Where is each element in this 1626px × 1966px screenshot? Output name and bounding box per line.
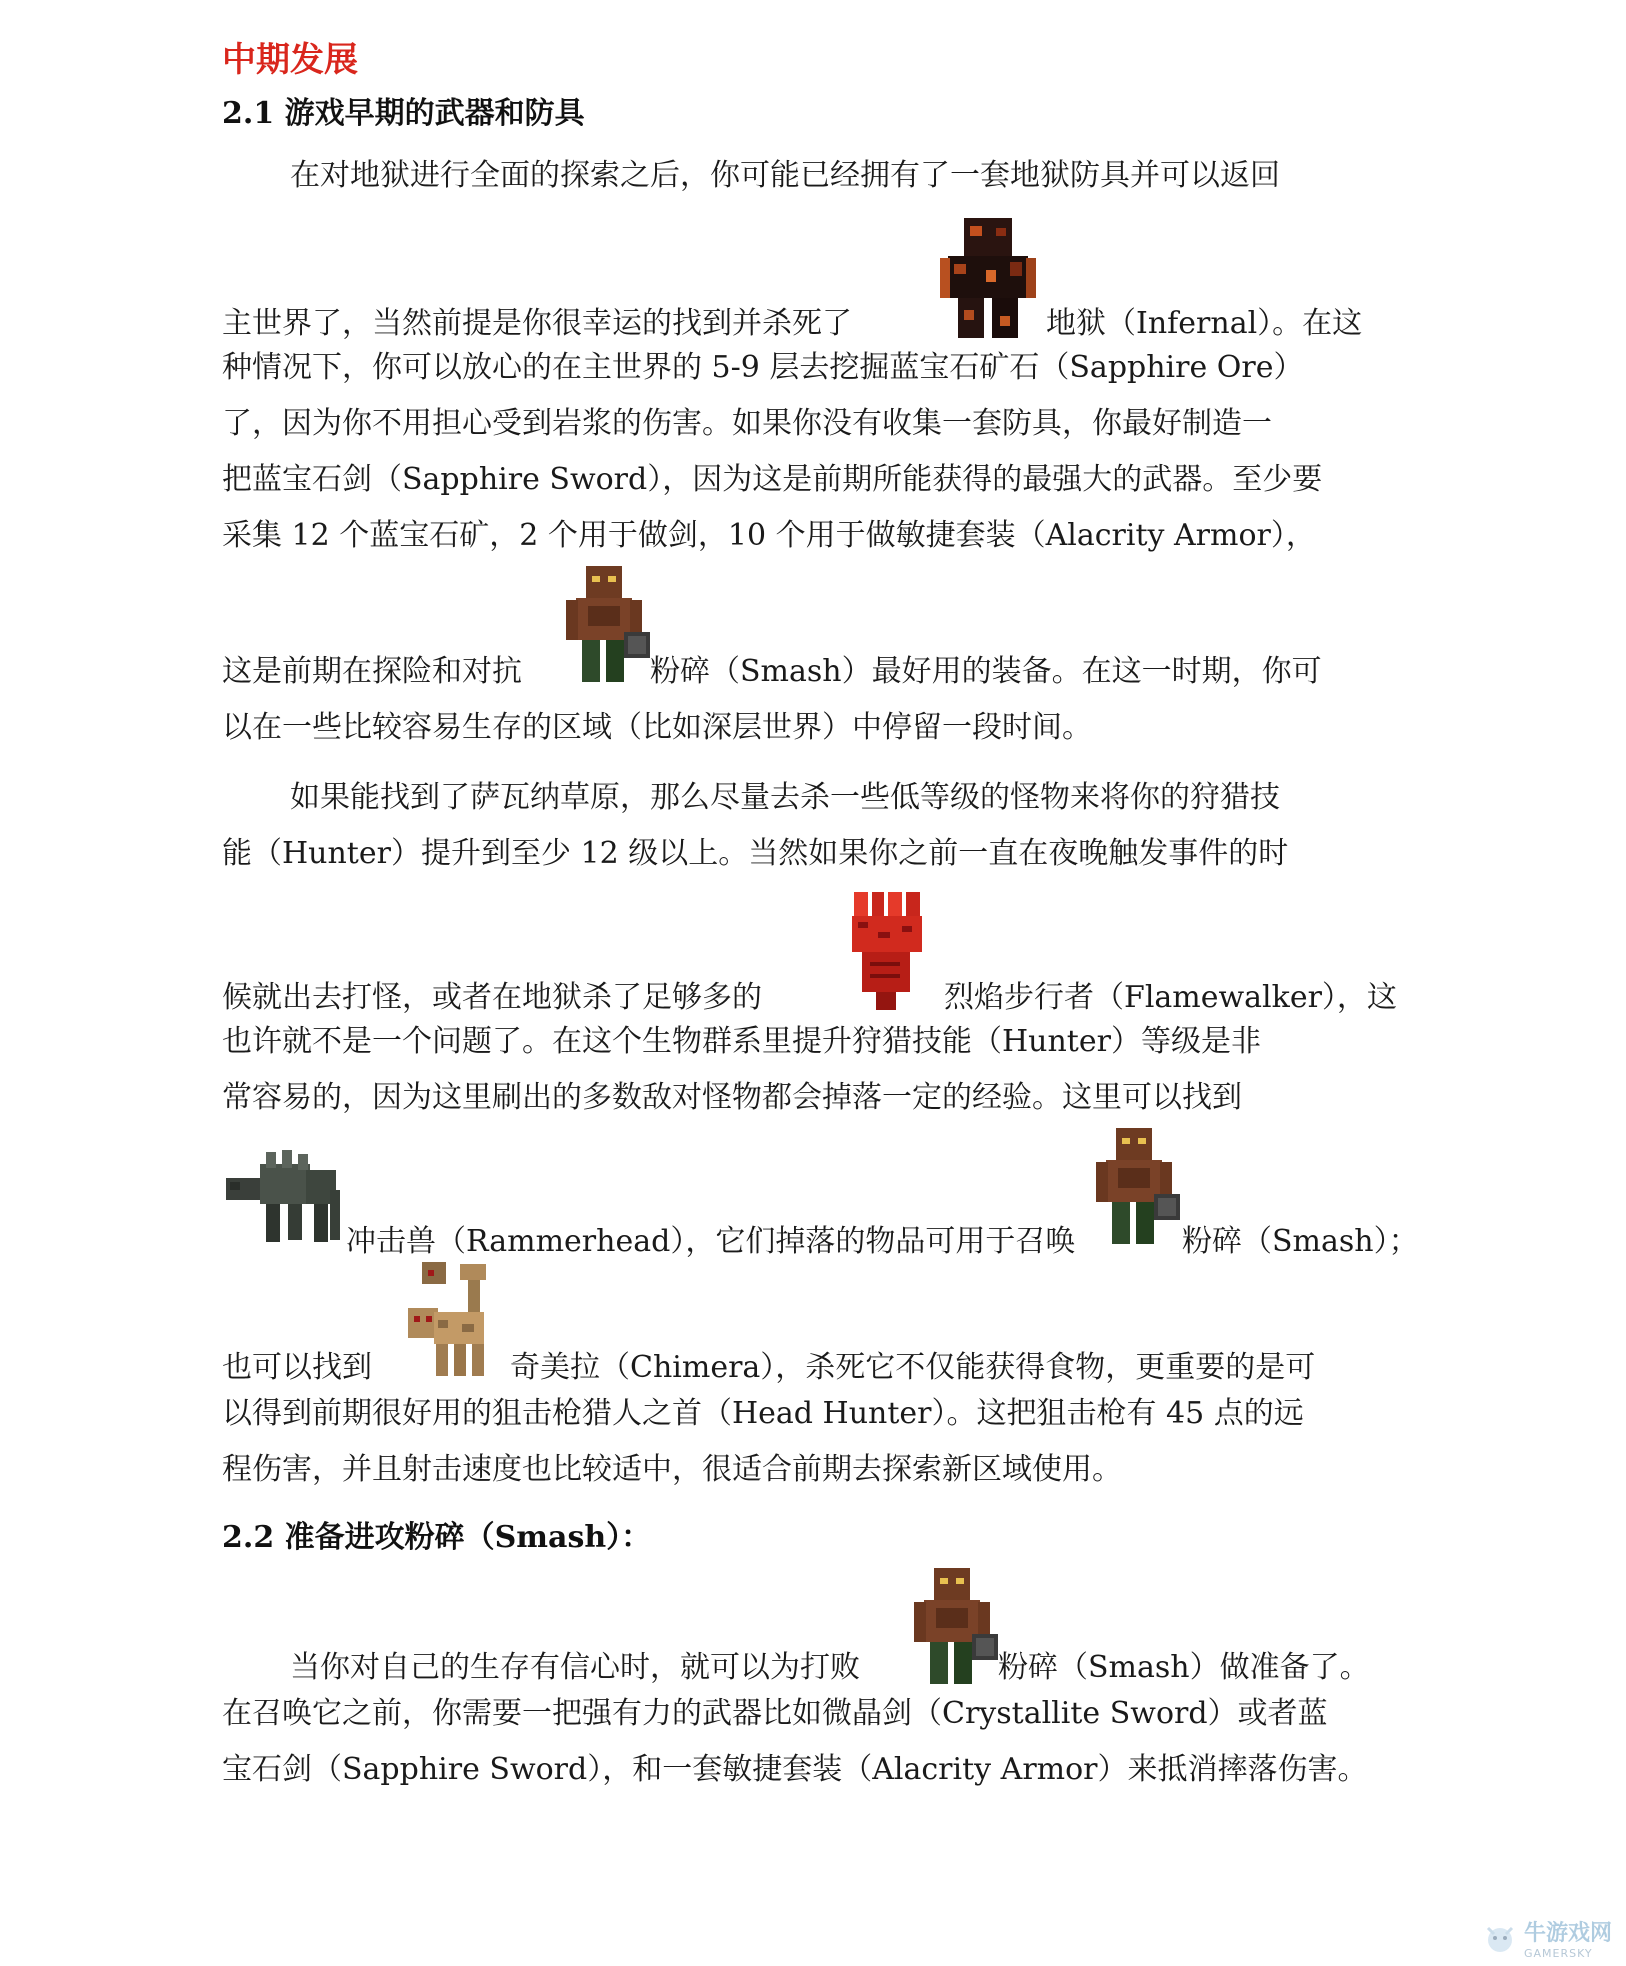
paragraph-line: 在召唤它之前，你需要一把强有力的武器比如微晶剑（Crystallite Sword）或者蓝 [222, 1696, 1328, 1731]
infernal-mob-icon [940, 218, 1036, 338]
paragraph-line: 主世界了，当然前提是你很幸运的找到并杀死了 [222, 306, 852, 341]
paragraph-line: 宝石剑（Sapphire Sword），和一套敏捷套装（Alacrity Armor）来抵消摔落伤害。 [222, 1752, 1368, 1787]
paragraph-line: 能（Hunter）提升到至少 12 级以上。当然如果你之前一直在夜晚触发事件的时 [222, 836, 1289, 871]
paragraph-line-cont: 粉碎（Smash）做准备了。 [998, 1650, 1370, 1685]
smash-mob-icon [566, 566, 650, 686]
section-heading-2-2: 2.2 准备进攻粉碎（Smash）： [222, 1520, 652, 1555]
cow-mascot-icon [1482, 1920, 1518, 1956]
paragraph-line: 把蓝宝石剑（Sapphire Sword），因为这是前期所能获得的最强大的武器。至少要 [222, 462, 1323, 497]
paragraph-line: 当你对自己的生存有信心时，就可以为打败 [290, 1650, 860, 1685]
watermark-text-en: GAMERSKY [1523, 1947, 1593, 1960]
paragraph-line: 在对地狱进行全面的探索之后，你可能已经拥有了一套地狱防具并可以返回 [290, 158, 1280, 193]
page-title: 中期发展 [222, 40, 358, 80]
flamewalker-mob-icon [848, 892, 928, 1010]
paragraph-line: 常容易的，因为这里刷出的多数敌对怪物都会掉落一定的经验。这里可以找到 [222, 1080, 1242, 1115]
section-heading-2-1: 2.1 游戏早期的武器和防具 [222, 96, 585, 131]
rammerhead-mob-icon [226, 1150, 346, 1244]
watermark-logo [1482, 1916, 1612, 1960]
paragraph-line: 也许就不是一个问题了。在这个生物群系里提升狩猎技能（Hunter）等级是非 [222, 1024, 1261, 1059]
paragraph-line-cont: 奇美拉（Chimera），杀死它不仅能获得食物，更重要的是可 [510, 1350, 1316, 1385]
paragraph-line: 采集 12 个蓝宝石矿，2 个用于做剑，10 个用于做敏捷套装（Alacrity Armor）， [222, 518, 1316, 553]
paragraph-line-cont: 地狱（Infernal）。在这 [1046, 306, 1363, 341]
chimera-mob-icon [408, 1262, 494, 1378]
paragraph-line: 了，因为你不用担心受到岩浆的伤害。如果你没有收集一套防具，你最好制造一 [222, 406, 1272, 441]
watermark-text-cn: 牛游戏网 [1523, 1921, 1612, 1946]
paragraph-line: 程伤害，并且射击速度也比较适中，很适合前期去探索新区域使用。 [222, 1452, 1122, 1487]
paragraph-line-cont: 烈焰步行者（Flamewalker），这 [944, 980, 1397, 1015]
smash-mob-icon [914, 1568, 998, 1688]
paragraph-line-cont: 粉碎（Smash）最好用的装备。在这一时期，你可 [650, 654, 1322, 689]
paragraph-line: 候就出去打怪，或者在地狱杀了足够多的 [222, 980, 762, 1015]
paragraph-line: 种情况下，你可以放心的在主世界的 5-9 层去挖掘蓝宝石矿石（Sapphire Ore） [222, 350, 1304, 385]
paragraph-line: 也可以找到 [222, 1350, 372, 1385]
paragraph-line: 以在一些比较容易生存的区域（比如深层世界）中停留一段时间。 [222, 710, 1092, 745]
paragraph-line: 以得到前期很好用的狙击枪猎人之首（Head Hunter）。这把狙击枪有 45 点的远 [222, 1396, 1304, 1431]
smash-mob-icon [1096, 1128, 1180, 1248]
paragraph-line-cont: 粉碎（Smash）； [1182, 1224, 1419, 1259]
paragraph-line: 冲击兽（Rammerhead），它们掉落的物品可用于召唤 [346, 1224, 1076, 1259]
paragraph-line: 如果能找到了萨瓦纳草原，那么尽量去杀一些低等级的怪物来将你的狩猎技 [290, 780, 1280, 815]
paragraph-line: 这是前期在探险和对抗 [222, 654, 522, 689]
